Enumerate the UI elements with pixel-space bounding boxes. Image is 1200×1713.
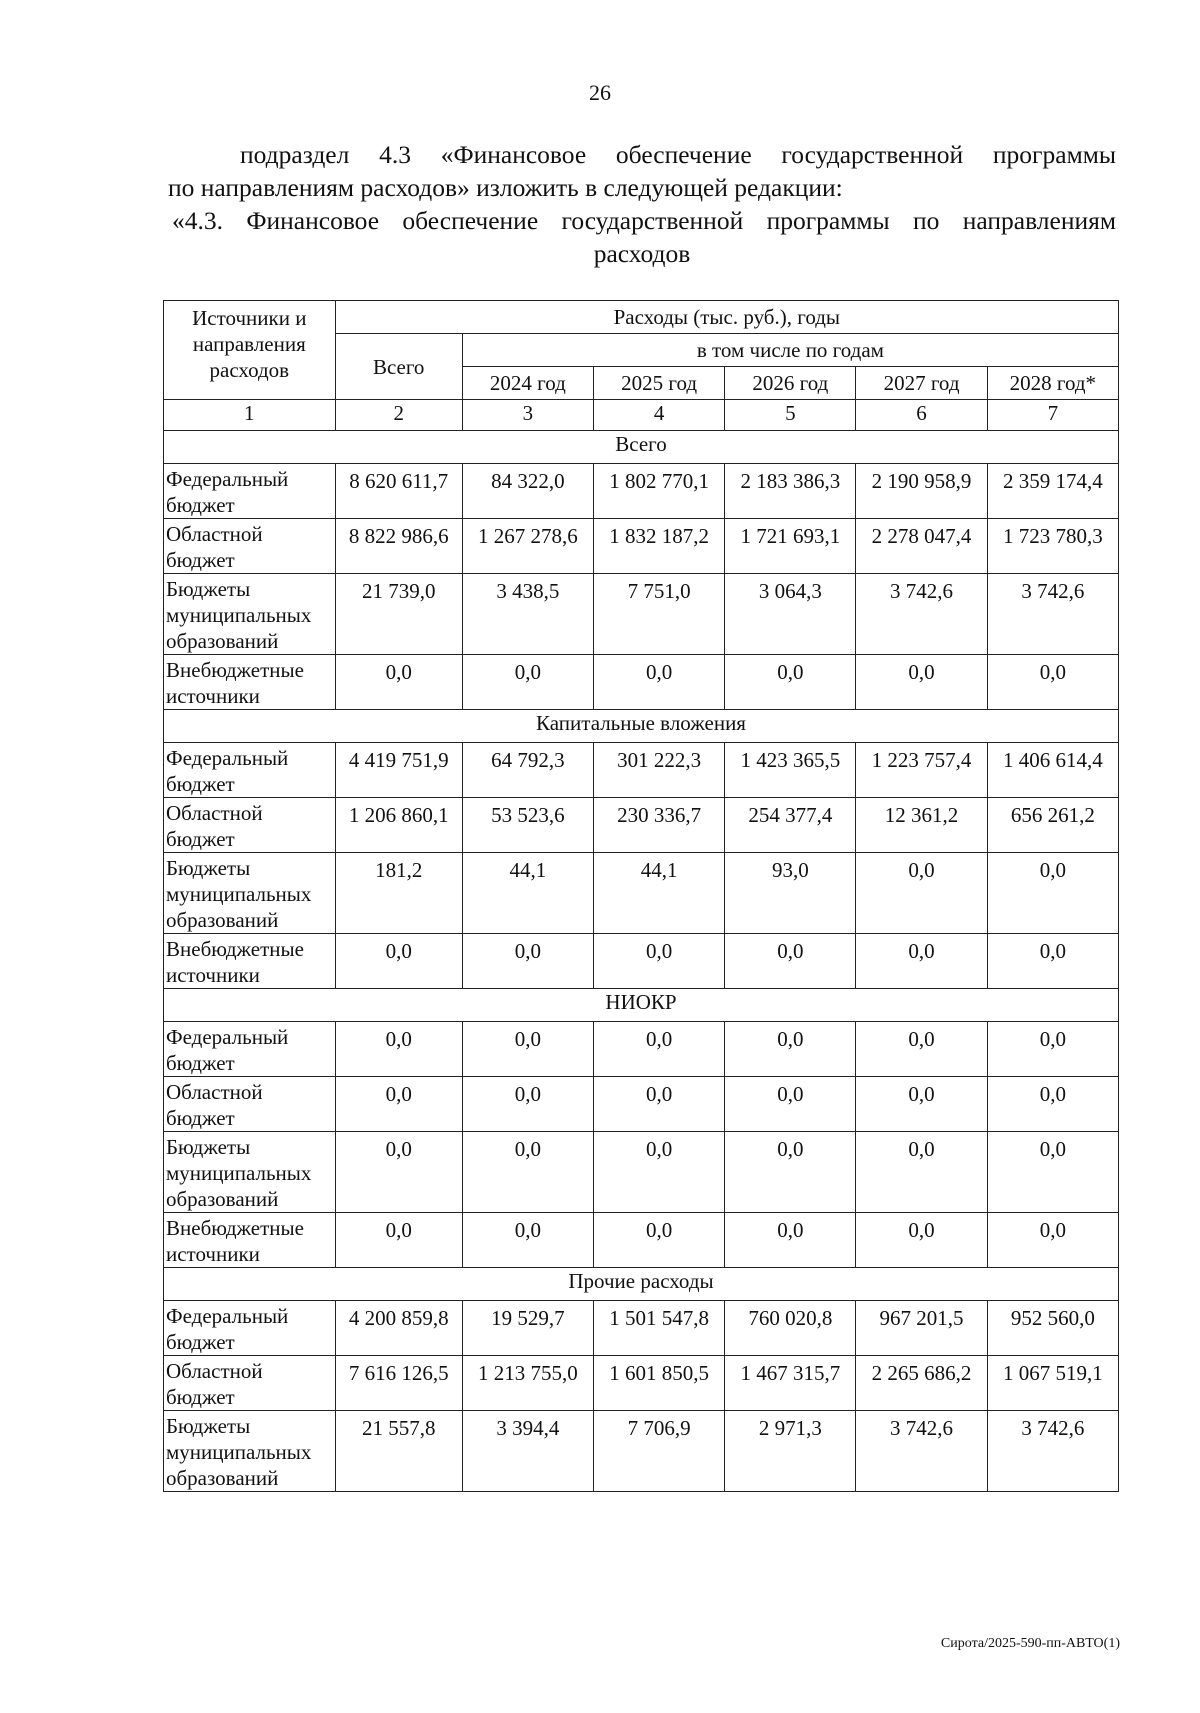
value-cell: 1 406 614,4	[987, 743, 1118, 798]
row-label: Бюджеты муниципальных образований	[164, 853, 336, 934]
value-cell: 0,0	[987, 1022, 1118, 1077]
section-heading-cont: расходов	[593, 239, 691, 268]
intro-line-2: по направлениям расходов» изложить в следующей редакции:	[168, 173, 843, 202]
value-cell: 0,0	[462, 1022, 593, 1077]
value-cell: 0,0	[987, 655, 1118, 710]
value-cell: 0,0	[856, 853, 987, 934]
table-row	[164, 655, 1119, 710]
row-label: Федеральный бюджет	[164, 1301, 336, 1356]
value-cell: 0,0	[594, 655, 725, 710]
value-cell: 53 523,6	[462, 798, 593, 853]
value-cell: 2 190 958,9	[856, 464, 987, 519]
value-cell: 1 601 850,5	[594, 1356, 725, 1411]
row-label: Внебюджетные источники	[164, 934, 336, 989]
header-total: Всего	[335, 334, 462, 400]
section-row	[164, 431, 1119, 464]
value-cell: 230 336,7	[594, 798, 725, 853]
value-cell: 0,0	[462, 1213, 593, 1268]
row-label: Областной бюджет	[164, 519, 336, 574]
section-heading: «4.3. Финансовое обеспечение государственной программы по направлениям	[172, 206, 1116, 235]
value-cell: 0,0	[987, 1077, 1118, 1132]
page-number: 26	[589, 80, 611, 105]
value-cell: 0,0	[335, 1077, 462, 1132]
value-cell: 0,0	[335, 1213, 462, 1268]
table-row	[164, 1077, 1119, 1132]
value-cell: 0,0	[725, 1213, 856, 1268]
value-cell: 0,0	[335, 934, 462, 989]
value-cell: 0,0	[856, 1077, 987, 1132]
value-cell: 0,0	[335, 1132, 462, 1213]
document-code: Сирота/2025-590-пп-АВТО(1)	[940, 1636, 1120, 1651]
section-row	[164, 1268, 1119, 1301]
value-cell: 0,0	[725, 1022, 856, 1077]
table-row	[164, 574, 1119, 655]
row-label: Бюджеты муниципальных образований	[164, 1132, 336, 1213]
row-label: Бюджеты муниципальных образований	[164, 574, 336, 655]
header-sources: Источники и направления расходов	[164, 301, 336, 400]
row-label: Внебюджетные источники	[164, 655, 336, 710]
value-cell: 0,0	[987, 1213, 1118, 1268]
value-cell: 760 020,8	[725, 1301, 856, 1356]
value-cell: 0,0	[725, 655, 856, 710]
value-cell: 0,0	[335, 1022, 462, 1077]
value-cell: 4 419 751,9	[335, 743, 462, 798]
financing-table	[163, 300, 1119, 1492]
value-cell: 0,0	[594, 1077, 725, 1132]
table-row	[164, 934, 1119, 989]
value-cell: 1 723 780,3	[987, 519, 1118, 574]
value-cell: 656 261,2	[987, 798, 1118, 853]
value-cell: 0,0	[594, 934, 725, 989]
header-year: 2027 год	[856, 367, 987, 400]
header-by-years: в том числе по годам	[462, 334, 1118, 367]
value-cell: 44,1	[594, 853, 725, 934]
value-cell: 2 183 386,3	[725, 464, 856, 519]
value-cell: 3 742,6	[856, 574, 987, 655]
value-cell: 0,0	[856, 1132, 987, 1213]
value-cell: 0,0	[856, 1213, 987, 1268]
value-cell: 3 742,6	[856, 1411, 987, 1492]
section-row	[164, 710, 1119, 743]
row-label: Федеральный бюджет	[164, 464, 336, 519]
header-year: 2024 год	[462, 367, 593, 400]
value-cell: 12 361,2	[856, 798, 987, 853]
header-year: 2028 год*	[987, 367, 1118, 400]
value-cell: 0,0	[594, 1213, 725, 1268]
value-cell: 44,1	[462, 853, 593, 934]
table-row	[164, 1132, 1119, 1213]
value-cell: 4 200 859,8	[335, 1301, 462, 1356]
section-title: Капитальные вложения	[164, 710, 1119, 743]
row-label: Внебюджетные источники	[164, 1213, 336, 1268]
table-row	[164, 519, 1119, 574]
row-label: Областной бюджет	[164, 798, 336, 853]
table-row	[164, 1301, 1119, 1356]
column-number: 3	[462, 400, 593, 431]
header-year: 2025 год	[594, 367, 725, 400]
value-cell: 1 832 187,2	[594, 519, 725, 574]
value-cell: 0,0	[987, 1132, 1118, 1213]
value-cell: 7 616 126,5	[335, 1356, 462, 1411]
column-number: 6	[856, 400, 987, 431]
value-cell: 0,0	[725, 1077, 856, 1132]
value-cell: 19 529,7	[462, 1301, 593, 1356]
value-cell: 254 377,4	[725, 798, 856, 853]
intro-line-1: подраздел 4.3 «Финансовое обеспечение государственной программы	[240, 140, 1116, 169]
value-cell: 952 560,0	[987, 1301, 1118, 1356]
value-cell: 0,0	[335, 655, 462, 710]
value-cell: 0,0	[462, 655, 593, 710]
value-cell: 0,0	[462, 1132, 593, 1213]
value-cell: 84 322,0	[462, 464, 593, 519]
value-cell: 0,0	[987, 934, 1118, 989]
section-title: НИОКР	[164, 989, 1119, 1022]
value-cell: 3 742,6	[987, 574, 1118, 655]
header-year: 2026 год	[725, 367, 856, 400]
value-cell: 301 222,3	[594, 743, 725, 798]
value-cell: 1 467 315,7	[725, 1356, 856, 1411]
value-cell: 7 706,9	[594, 1411, 725, 1492]
section-row	[164, 989, 1119, 1022]
row-label: Областной бюджет	[164, 1077, 336, 1132]
value-cell: 3 394,4	[462, 1411, 593, 1492]
value-cell: 0,0	[987, 853, 1118, 934]
intro-paragraph	[168, 138, 1116, 270]
value-cell: 7 751,0	[594, 574, 725, 655]
value-cell: 0,0	[594, 1132, 725, 1213]
table-row	[164, 798, 1119, 853]
value-cell: 2 359 174,4	[987, 464, 1118, 519]
value-cell: 0,0	[856, 655, 987, 710]
value-cell: 967 201,5	[856, 1301, 987, 1356]
column-numbers-row	[164, 400, 1119, 431]
value-cell: 1 067 519,1	[987, 1356, 1118, 1411]
value-cell: 93,0	[725, 853, 856, 934]
value-cell: 0,0	[856, 934, 987, 989]
column-number: 7	[987, 400, 1118, 431]
value-cell: 1 423 365,5	[725, 743, 856, 798]
value-cell: 1 802 770,1	[594, 464, 725, 519]
column-number: 4	[594, 400, 725, 431]
value-cell: 21 557,8	[335, 1411, 462, 1492]
row-label: Областной бюджет	[164, 1356, 336, 1411]
value-cell: 0,0	[725, 1132, 856, 1213]
value-cell: 3 438,5	[462, 574, 593, 655]
value-cell: 3 064,3	[725, 574, 856, 655]
table-row	[164, 1411, 1119, 1492]
value-cell: 181,2	[335, 853, 462, 934]
value-cell: 64 792,3	[462, 743, 593, 798]
value-cell: 2 278 047,4	[856, 519, 987, 574]
value-cell: 1 206 860,1	[335, 798, 462, 853]
value-cell: 1 721 693,1	[725, 519, 856, 574]
value-cell: 3 742,6	[987, 1411, 1118, 1492]
value-cell: 8 822 986,6	[335, 519, 462, 574]
value-cell: 0,0	[725, 934, 856, 989]
table-row	[164, 743, 1119, 798]
column-number: 5	[725, 400, 856, 431]
table-row	[164, 1022, 1119, 1077]
value-cell: 0,0	[462, 1077, 593, 1132]
value-cell: 0,0	[856, 1022, 987, 1077]
value-cell: 0,0	[594, 1022, 725, 1077]
value-cell: 1 501 547,8	[594, 1301, 725, 1356]
value-cell: 2 265 686,2	[856, 1356, 987, 1411]
value-cell: 8 620 611,7	[335, 464, 462, 519]
row-label: Бюджеты муниципальных образований	[164, 1411, 336, 1492]
column-number: 1	[164, 400, 336, 431]
section-title: Прочие расходы	[164, 1268, 1119, 1301]
value-cell: 2 971,3	[725, 1411, 856, 1492]
column-number: 2	[335, 400, 462, 431]
value-cell: 21 739,0	[335, 574, 462, 655]
header-expenses: Расходы (тыс. руб.), годы	[335, 301, 1118, 334]
section-title: Всего	[164, 431, 1119, 464]
table-row	[164, 1213, 1119, 1268]
value-cell: 1 267 278,6	[462, 519, 593, 574]
row-label: Федеральный бюджет	[164, 1022, 336, 1077]
value-cell: 0,0	[462, 934, 593, 989]
value-cell: 1 223 757,4	[856, 743, 987, 798]
table-row	[164, 853, 1119, 934]
value-cell: 1 213 755,0	[462, 1356, 593, 1411]
table-row	[164, 464, 1119, 519]
table-row	[164, 1356, 1119, 1411]
row-label: Федеральный бюджет	[164, 743, 336, 798]
